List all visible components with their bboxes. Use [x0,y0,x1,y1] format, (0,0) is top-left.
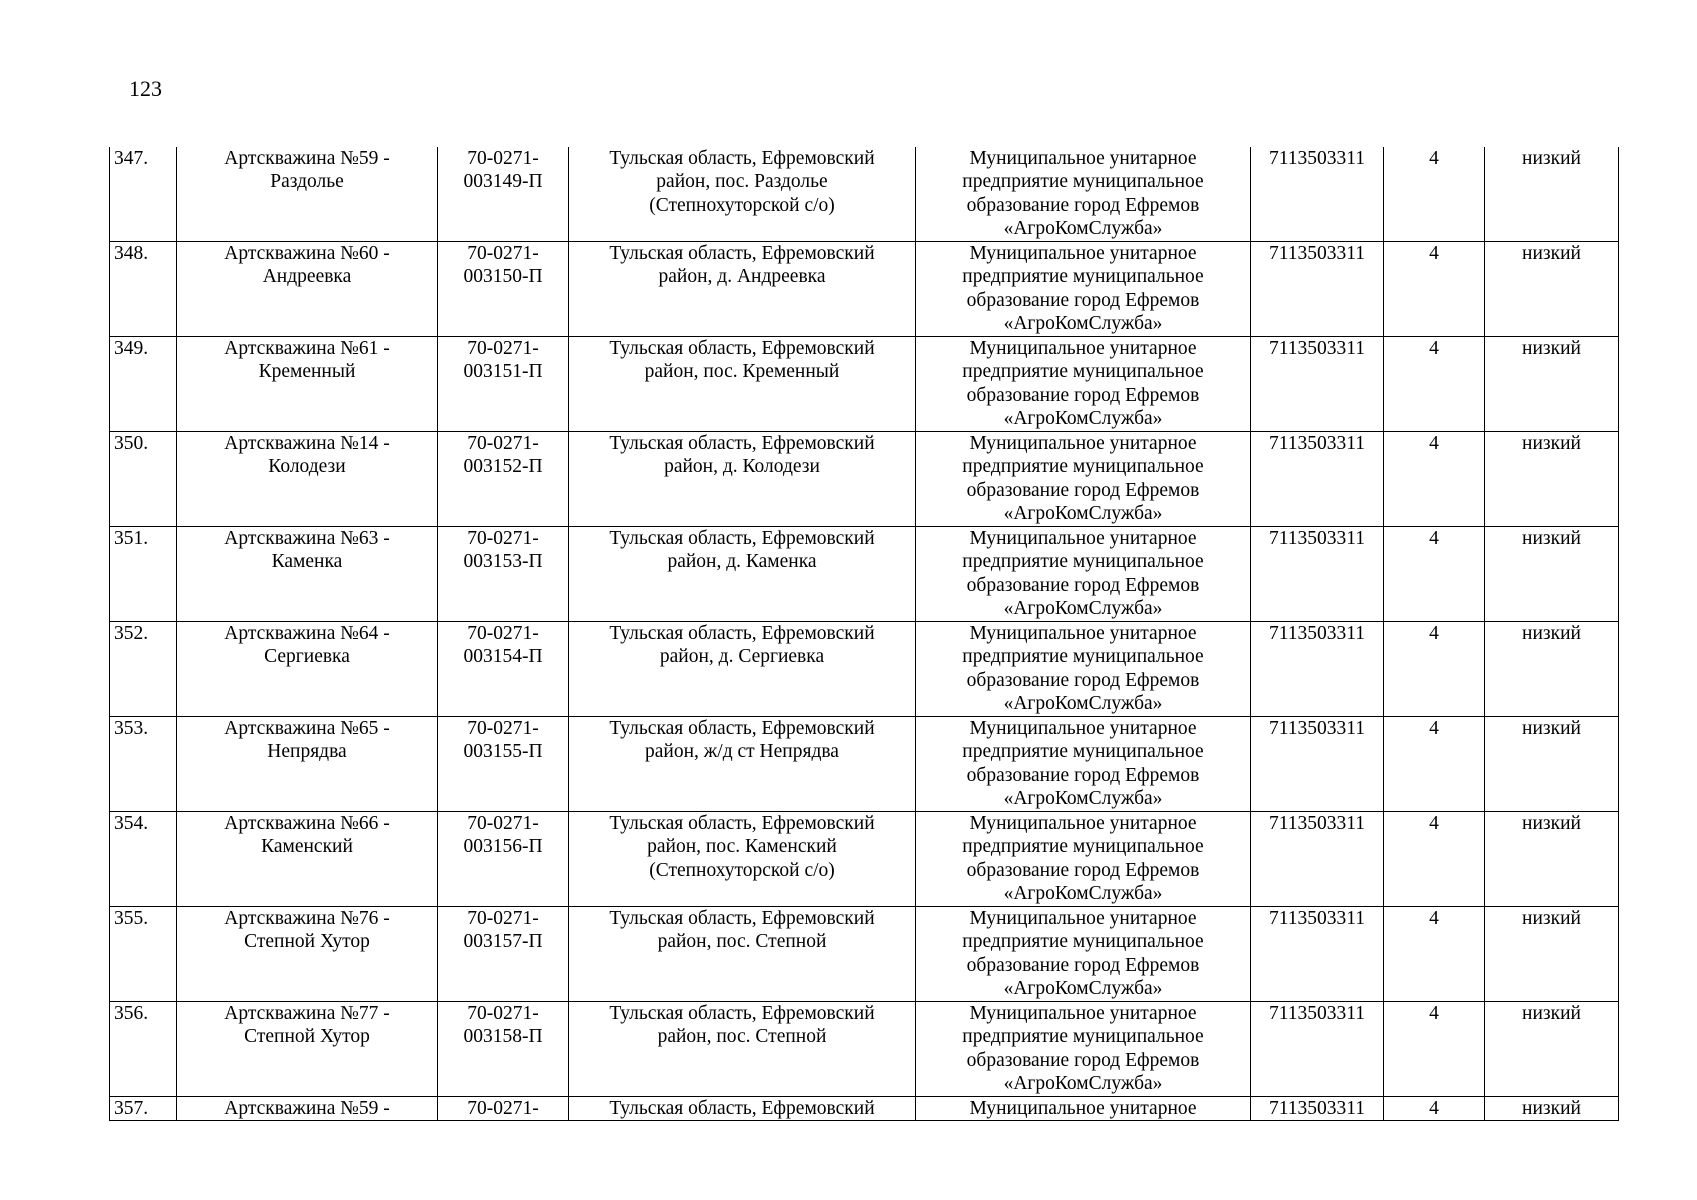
facility-name-cell [177,242,438,337]
operator-line: «АгроКомСлужба» [1003,693,1163,715]
registry-code-line: 70-0271- [467,908,539,929]
risk-level-cell [1485,432,1619,527]
row-number-text: 355. [114,908,149,929]
registry-code-line: 003155-П [463,741,543,763]
operator-line: «АгроКомСлужба» [1003,978,1163,1000]
category-text: 4 [1429,718,1439,739]
address-line: Тульская область, Ефремовский [609,1003,875,1024]
operator-line: образование город Ефремов [966,384,1200,406]
address-line: район, пос. Степной [657,1026,827,1048]
facility-name-line: Артскважина №63 - [224,528,390,549]
registry-code-line: 003149-П [463,171,543,193]
address-line: район, пос. Каменский [647,836,837,858]
category-text: 4 [1429,243,1439,264]
address-line: район, д. Сергиевка [659,646,825,668]
operator-line: Муниципальное унитарное [969,718,1197,739]
operator-line: предприятие муниципальное [962,266,1204,288]
facility-name-line: Андреевка [262,266,352,288]
facility-name-line: Артскважина №60 - [224,243,390,264]
row-number-cell [110,337,177,432]
facility-name-cell [177,432,438,527]
operator-line: «АгроКомСлужба» [1003,598,1163,620]
inn-cell [1251,432,1384,527]
row-number-text: 349. [114,338,149,359]
address-line: Тульская область, Ефремовский [609,148,875,169]
operator-line: Муниципальное унитарное [969,1098,1197,1119]
facility-name-cell [177,337,438,432]
category-text: 4 [1429,908,1439,929]
row-number-cell [110,147,177,242]
operator-line: Муниципальное унитарное [969,1003,1197,1024]
registry-code-line: 70-0271- [467,813,539,834]
address-line: (Степнохуторской с/о) [649,859,835,881]
registry-code-cell [438,337,569,432]
inn-cell [1251,337,1384,432]
address-cell [569,527,916,622]
category-cell [1384,242,1485,337]
inn-cell [1251,527,1384,622]
registry-code-cell [438,432,569,527]
address-line: район, пос. Кременный [644,361,840,383]
address-cell [569,622,916,717]
risk-level-cell [1485,337,1619,432]
registry-code-line: 70-0271- [467,433,539,454]
category-text: 4 [1429,1003,1439,1024]
row-number-cell [110,622,177,717]
registry-code-line: 70-0271- [467,1098,539,1119]
operator-line: предприятие муниципальное [962,171,1204,193]
table-row [110,242,1619,337]
row-number-cell [110,1002,177,1097]
category-text: 4 [1429,1098,1439,1119]
facility-name-cell [177,527,438,622]
registry-code-cell [438,622,569,717]
category-cell [1384,527,1485,622]
row-number-text: 352. [114,623,149,644]
registry-code-line: 003154-П [463,646,543,668]
category-cell [1384,717,1485,812]
inn-cell [1251,1097,1384,1121]
address-line: Тульская область, Ефремовский [609,338,875,359]
operator-line: образование город Ефремов [966,1049,1200,1071]
row-number-text: 357. [114,1098,149,1119]
registry-code-cell [438,242,569,337]
inn-cell [1251,812,1384,907]
operator-line: «АгроКомСлужба» [1003,788,1163,810]
operator-line: предприятие муниципальное [962,646,1204,668]
facility-name-line: Степной Хутор [244,931,370,953]
operator-line: «АгроКомСлужба» [1003,503,1163,525]
operator-line: Муниципальное унитарное [969,908,1197,929]
address-line: Тульская область, Ефремовский [609,718,875,739]
risk-level-text: низкий [1522,813,1581,834]
registry-code-cell [438,1002,569,1097]
registry-code-line: 003156-П [463,836,543,858]
category-cell [1384,147,1485,242]
table-row [110,1097,1619,1121]
operator-line: Муниципальное унитарное [969,338,1197,359]
registry-code-line: 70-0271- [467,243,539,264]
operator-cell [916,907,1251,1002]
row-number-text: 354. [114,813,149,834]
inn-text: 7113503311 [1268,1098,1366,1119]
registry-code-line: 70-0271- [467,623,539,644]
operator-line: предприятие муниципальное [962,836,1204,858]
table-row [110,622,1619,717]
risk-level-text: низкий [1522,528,1581,549]
operator-line: «АгроКомСлужба» [1003,408,1163,430]
facility-name-line: Каменский [261,836,353,858]
risk-level-text: низкий [1522,433,1581,454]
risk-level-text: низкий [1522,908,1581,929]
operator-cell [916,1002,1251,1097]
facility-name-cell [177,812,438,907]
facility-name-line: Степной Хутор [244,1026,370,1048]
inn-cell [1251,717,1384,812]
risk-level-text: низкий [1522,1098,1581,1119]
registry-code-line: 003157-П [463,931,543,953]
registry-code-line: 70-0271- [467,528,539,549]
inn-cell [1251,907,1384,1002]
risk-level-cell [1485,242,1619,337]
operator-line: «АгроКомСлужба» [1003,1073,1163,1095]
risk-level-text: низкий [1522,243,1581,264]
operator-cell [916,527,1251,622]
facility-name-cell [177,1002,438,1097]
category-cell [1384,1002,1485,1097]
address-line: Тульская область, Ефремовский [609,908,875,929]
category-text: 4 [1429,623,1439,644]
operator-line: образование город Ефремов [966,954,1200,976]
category-text: 4 [1429,813,1439,834]
registry-code-cell [438,907,569,1002]
operator-line: образование город Ефремов [966,479,1200,501]
operator-line: Муниципальное унитарное [969,243,1197,264]
row-number-text: 350. [114,433,149,454]
facility-name-cell [177,1097,438,1121]
facility-name-line: Каменка [271,551,343,573]
address-line: Тульская область, Ефремовский [609,528,875,549]
facility-name-cell [177,717,438,812]
facility-name-line: Сергиевка [264,646,350,668]
facility-name-line: Кременный [258,361,356,383]
row-number-text: 351. [114,528,149,549]
address-line: Тульская область, Ефремовский [609,433,875,454]
category-text: 4 [1429,528,1439,549]
address-line: район, ж/д ст Непрядва [645,741,839,763]
inn-text: 7113503311 [1268,813,1366,834]
inn-text: 7113503311 [1268,433,1366,454]
facility-name-line: Артскважина №61 - [224,338,390,359]
operator-cell [916,1097,1251,1121]
address-cell [569,812,916,907]
address-cell [569,147,916,242]
registry-code-cell [438,147,569,242]
operator-cell [916,337,1251,432]
risk-level-text: низкий [1522,338,1581,359]
facility-name-line: Артскважина №65 - [224,718,390,739]
address-line: Тульская область, Ефремовский [609,813,875,834]
registry-code-line: 003158-П [463,1026,543,1048]
registry-code-cell [438,717,569,812]
table-row [110,717,1619,812]
operator-line: Муниципальное унитарное [969,148,1197,169]
risk-level-text: низкий [1522,148,1581,169]
operator-cell [916,432,1251,527]
facility-name-cell [177,907,438,1002]
facility-name-cell [177,147,438,242]
facility-name-line: Артскважина №59 - [224,1098,390,1119]
inn-text: 7113503311 [1268,148,1366,169]
category-cell [1384,1097,1485,1121]
inn-text: 7113503311 [1268,718,1366,739]
operator-cell [916,147,1251,242]
operator-line: образование город Ефремов [966,194,1200,216]
operator-line: образование город Ефремов [966,859,1200,881]
operator-line: образование город Ефремов [966,289,1200,311]
facility-name-line: Артскважина №66 - [224,813,390,834]
operator-line: Муниципальное унитарное [969,623,1197,644]
row-number-cell [110,1097,177,1121]
category-cell [1384,907,1485,1002]
risk-level-cell [1485,907,1619,1002]
operator-line: «АгроКомСлужба» [1003,883,1163,905]
risk-level-cell [1485,527,1619,622]
registry-code-cell [438,527,569,622]
inn-text: 7113503311 [1268,528,1366,549]
operator-line: предприятие муниципальное [962,931,1204,953]
facility-name-line: Артскважина №77 - [224,1003,390,1024]
table-row [110,527,1619,622]
risk-level-text: низкий [1522,1003,1581,1024]
registry-code-cell [438,1097,569,1121]
operator-cell [916,622,1251,717]
address-line: Тульская область, Ефремовский [609,1098,875,1119]
risk-level-cell [1485,717,1619,812]
operator-line: предприятие муниципальное [962,1026,1204,1048]
address-line: район, пос. Степной [657,931,827,953]
table-row [110,432,1619,527]
registry-code-line: 70-0271- [467,718,539,739]
operator-line: предприятие муниципальное [962,361,1204,383]
category-cell [1384,622,1485,717]
table-row [110,147,1619,242]
address-cell [569,717,916,812]
facility-name-line: Артскважина №59 - [224,148,390,169]
inn-text: 7113503311 [1268,338,1366,359]
address-cell [569,1097,916,1121]
address-cell [569,1002,916,1097]
operator-line: Муниципальное унитарное [969,528,1197,549]
inn-text: 7113503311 [1268,908,1366,929]
row-number-cell [110,717,177,812]
category-text: 4 [1429,338,1439,359]
page-number: 123 [129,76,162,101]
table-row [110,812,1619,907]
operator-line: «АгроКомСлужба» [1003,218,1163,240]
category-cell [1384,337,1485,432]
address-line: (Степнохуторской с/о) [649,194,835,216]
operator-line: «АгроКомСлужба» [1003,313,1163,335]
address-line: район, д. Каменка [667,551,817,573]
table-row [110,337,1619,432]
risk-level-cell [1485,147,1619,242]
operator-line: образование город Ефремов [966,764,1200,786]
operator-line: образование город Ефремов [966,574,1200,596]
inn-cell [1251,242,1384,337]
row-number-text: 353. [114,718,149,739]
facility-name-line: Артскважина №64 - [224,623,390,644]
inn-cell [1251,1002,1384,1097]
risk-level-cell [1485,1097,1619,1121]
registry-code-line: 70-0271- [467,338,539,359]
row-number-text: 348. [114,243,149,264]
operator-line: образование город Ефремов [966,669,1200,691]
registry-body [110,147,1619,1121]
risk-level-cell [1485,622,1619,717]
operator-cell [916,242,1251,337]
operator-line: Муниципальное унитарное [969,433,1197,454]
operator-cell [916,717,1251,812]
operator-line: предприятие муниципальное [962,741,1204,763]
operator-line: предприятие муниципальное [962,456,1204,478]
address-cell [569,907,916,1002]
facility-name-line: Артскважина №76 - [224,908,390,929]
registry-code-cell [438,812,569,907]
operator-line: Муниципальное унитарное [969,813,1197,834]
registry-code-line: 70-0271- [467,148,539,169]
address-line: Тульская область, Ефремовский [609,243,875,264]
category-cell [1384,432,1485,527]
facility-name-line: Непрядва [267,741,347,763]
facility-name-cell [177,622,438,717]
table-row [110,1002,1619,1097]
facility-registry-table [109,147,1619,1121]
row-number-cell [110,432,177,527]
address-cell [569,337,916,432]
category-cell [1384,812,1485,907]
row-number-cell [110,907,177,1002]
inn-text: 7113503311 [1268,243,1366,264]
address-cell [569,242,916,337]
inn-cell [1251,147,1384,242]
address-line: район, д. Андреевка [658,266,826,288]
risk-level-cell [1485,1002,1619,1097]
row-number-cell [110,242,177,337]
row-number-cell [110,527,177,622]
risk-level-cell [1485,812,1619,907]
facility-name-line: Колодези [268,456,346,478]
operator-line: предприятие муниципальное [962,551,1204,573]
facility-name-line: Раздолье [270,171,344,193]
inn-text: 7113503311 [1268,1003,1366,1024]
category-text: 4 [1429,433,1439,454]
address-line: район, пос. Раздолье [656,171,828,193]
row-number-cell [110,812,177,907]
row-number-text: 356. [114,1003,149,1024]
table-row [110,907,1619,1002]
inn-text: 7113503311 [1268,623,1366,644]
row-number-text: 347. [114,148,149,169]
risk-level-text: низкий [1522,623,1581,644]
registry-code-line: 70-0271- [467,1003,539,1024]
category-text: 4 [1429,148,1439,169]
address-line: Тульская область, Ефремовский [609,623,875,644]
registry-code-line: 003153-П [463,551,543,573]
registry-code-line: 003150-П [463,266,543,288]
facility-name-line: Артскважина №14 - [224,433,390,454]
address-line: район, д. Колодези [664,456,820,478]
address-cell [569,432,916,527]
registry-code-line: 003152-П [463,456,543,478]
inn-cell [1251,622,1384,717]
registry-code-line: 003151-П [463,361,543,383]
operator-cell [916,812,1251,907]
risk-level-text: низкий [1522,718,1581,739]
